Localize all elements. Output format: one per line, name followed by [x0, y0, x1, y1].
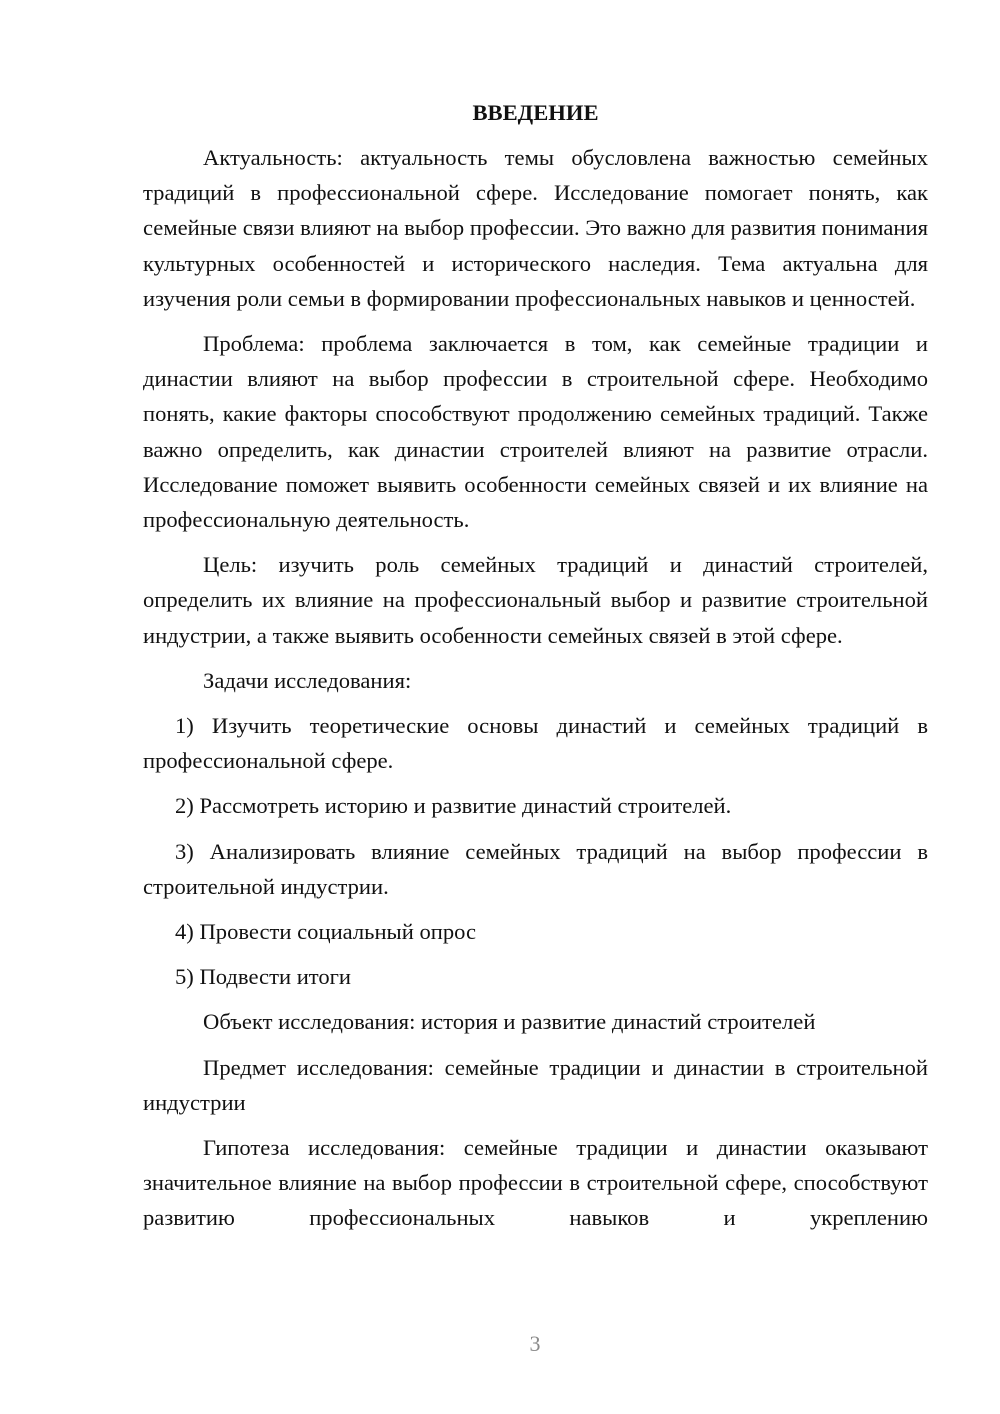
task-item-3: 3) Анализировать влияние семейных традиций на выбор профессии в строительной индустрии. [143, 838, 928, 899]
task-item-4: 4) Провести социальный опрос [175, 919, 477, 945]
hypothesis-paragraph: Гипотеза исследования: семейные традиции и династии оказывают значительное влияние на выбор профессии в строительной сфере, способствуют развитию профессиональных навыков и укреплению [143, 1135, 928, 1231]
page-content [143, 95, 928, 1246]
task-item-1: 1) Изучить теоретические основы династий и семейных традиций в профессиональной сфере. [143, 713, 928, 774]
task-item-5: 5) Подвести итоги [175, 964, 352, 990]
tasks-heading: Задачи исследования: [203, 667, 412, 693]
section-title: ВВЕДЕНИЕ [472, 100, 599, 125]
problem-paragraph: Проблема: проблема заключается в том, как семейные традиции и династии влияют на выбор профессии в строительной сфере. Необходимо понять, какие факторы способствуют продолжению семейных традиций. Также важно определить, как династии строителей влияют на развитие отрасли. Исследование поможет выявить особенности семейных связей и их влияние на профессиональную деятельность. [143, 331, 928, 533]
page-number: 3 [529, 1331, 541, 1356]
relevance-paragraph: Актуальность: актуальность темы обусловлена важностью семейных традиций в профессиональной сфере. Исследование помогает понять, как семейные связи влияют на выбор профессии. Это важно для развития понимания культурных особенностей и исторического наследия. Тема актуальна для изучения роли семьи в формировании профессиональных навыков и ценностей. [143, 145, 928, 311]
goal-paragraph: Цель: изучить роль семейных традиций и династий строителей, определить их влияние на профессиональный выбор и развитие строительной индустрии, а также выявить особенности семейных связей в этой сфере. [143, 552, 928, 648]
task-item-2: 2) Рассмотреть историю и развитие династий строителей. [175, 793, 732, 819]
subject-paragraph: Предмет исследования: семейные традиции и династии в строительной индустрии [143, 1054, 928, 1115]
object-paragraph: Объект исследования: история и развитие династий строителей [203, 1009, 816, 1035]
